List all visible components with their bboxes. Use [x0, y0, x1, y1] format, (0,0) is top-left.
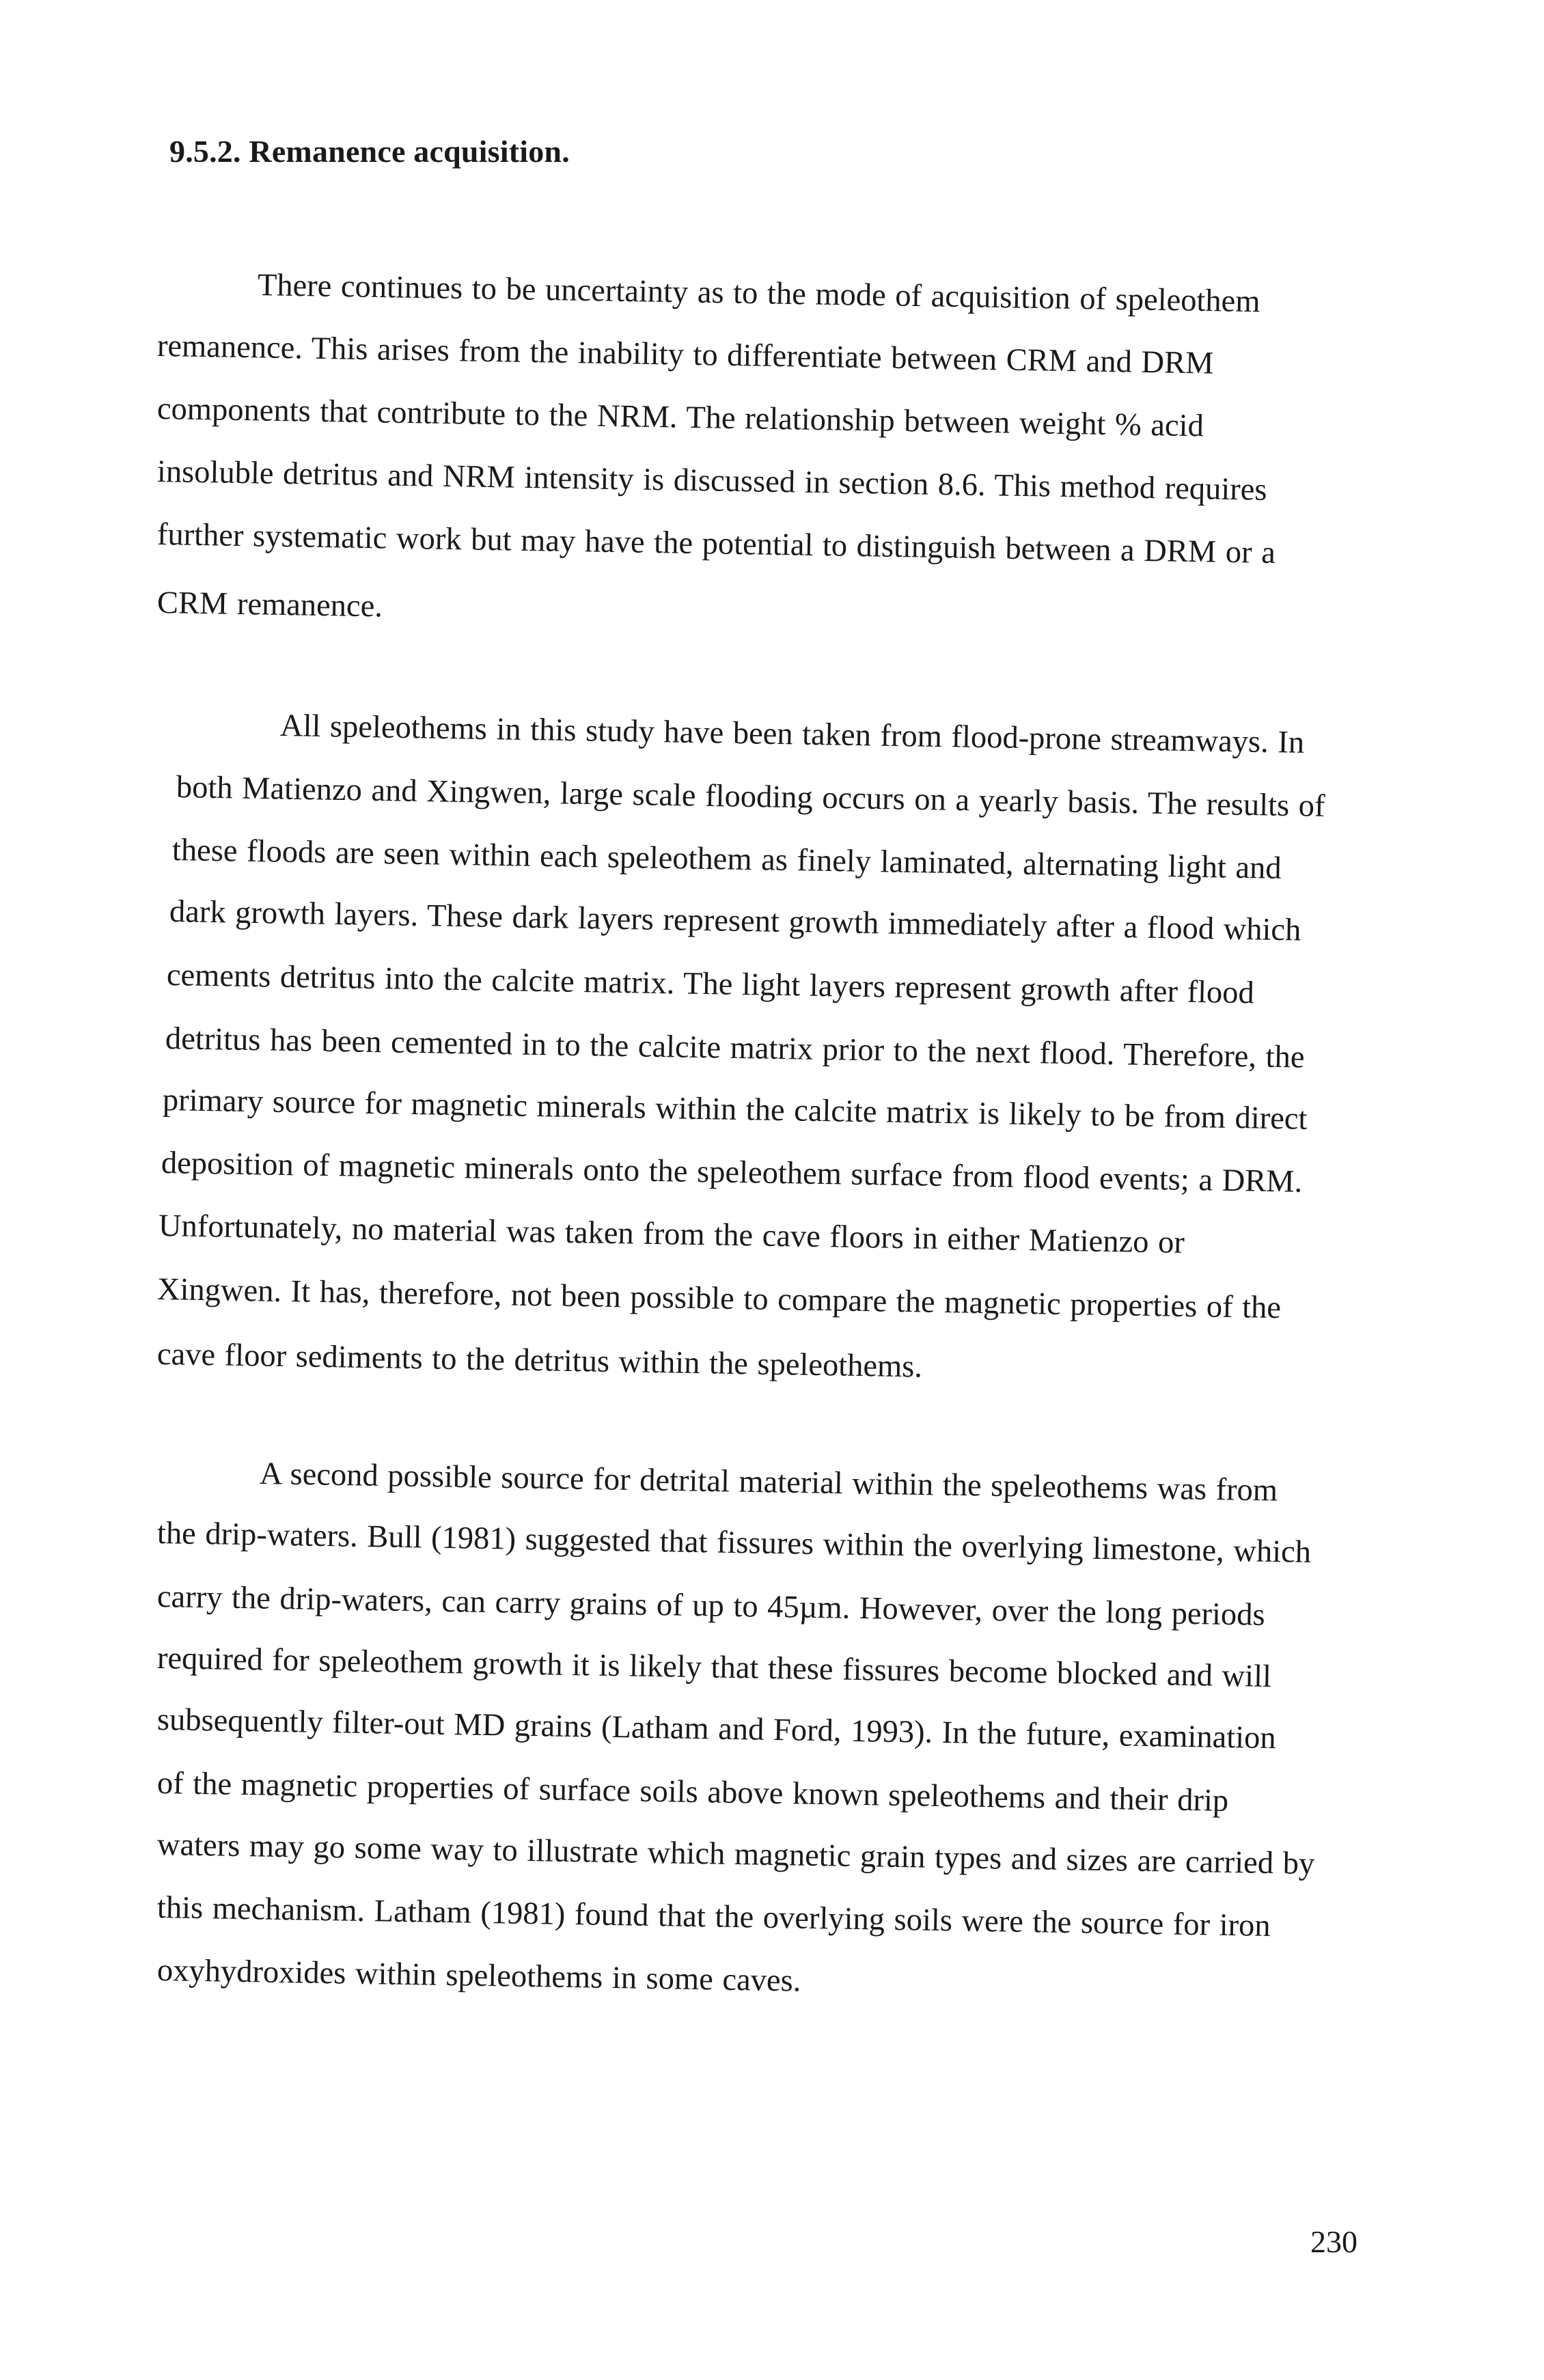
text-line: both Matienzo and Xingwen, large scale flooding occurs on a yearly basis. The results of	[176, 770, 1325, 824]
text-line: cements detritus into the calcite matrix. The light layers represent growth after flood	[166, 958, 1255, 1011]
text-line: Unfortunately, no material was taken from the cave floors in either Matienzo or	[158, 1208, 1185, 1260]
text-line: further systematic work but may have the potential to distinguish between a DRM or a	[156, 517, 1276, 571]
text-line: waters may go some way to illustrate which magnetic grain types and sizes are carried by	[156, 1827, 1315, 1882]
text-line: deposition of magnetic minerals onto the speleothem surface from flood events; a DRM.	[161, 1146, 1303, 1200]
text-line: primary source for magnetic minerals within the calcite matrix is likely to be from direct	[162, 1083, 1308, 1137]
text-line: subsequently filter-out MD grains (Latham and Ford, 1993). In the future, examination	[156, 1702, 1277, 1756]
text-line: oxyhydroxides within speleothems in some caves.	[156, 1953, 801, 1999]
text-line: of the magnetic properties of surface soils above known speleothems and their drip	[156, 1766, 1229, 1819]
text-line: carry the drip-waters, can carry grains of up to 45µm. However, over the long periods	[156, 1579, 1265, 1633]
text-line: components that contribute to the NRM. The relationship between weight % acid	[156, 391, 1204, 444]
text-line: the drip-waters. Bull (1981) suggested that fissures within the overlying limestone, which	[156, 1516, 1312, 1570]
text-line: A second possible source for detrital material within the speleothems was from	[259, 1456, 1278, 1508]
text-line: this mechanism. Latham (1981) found that the overlying soils were the source for iron	[156, 1890, 1271, 1944]
text-line: remanence. This arises from the inability to differentiate between CRM and DRM	[156, 329, 1214, 381]
text-line: required for speleothem growth it is likely that these fissures become blocked and will	[156, 1641, 1272, 1695]
text-line: There continues to be uncertainty as to the mode of acquisition of speleothem	[257, 268, 1260, 320]
text-line: CRM remanence.	[156, 585, 383, 624]
page-number: 230	[1310, 2224, 1357, 2259]
text-line: detritus has been cemented in to the calcite matrix prior to the next flood. Therefore, the	[165, 1021, 1305, 1075]
text-line: Xingwen. It has, therefore, not been possible to compare the magnetic properties of the	[156, 1272, 1282, 1326]
text-line: All speleothems in this study have been taken from flood-prone streamways. In	[279, 708, 1305, 760]
text-line: these floods are seen within each speleothem as finely laminated, alternating light and	[171, 833, 1282, 886]
section-heading: 9.5.2. Remanence acquisition.	[169, 134, 570, 169]
text-line: dark growth layers. These dark layers represent growth immediately after a flood which	[169, 894, 1301, 948]
text-line: cave floor sediments to the detritus within the speleothems.	[156, 1337, 923, 1385]
text-line: insoluble detritus and NRM intensity is discussed in section 8.6. This method requires	[156, 454, 1267, 508]
